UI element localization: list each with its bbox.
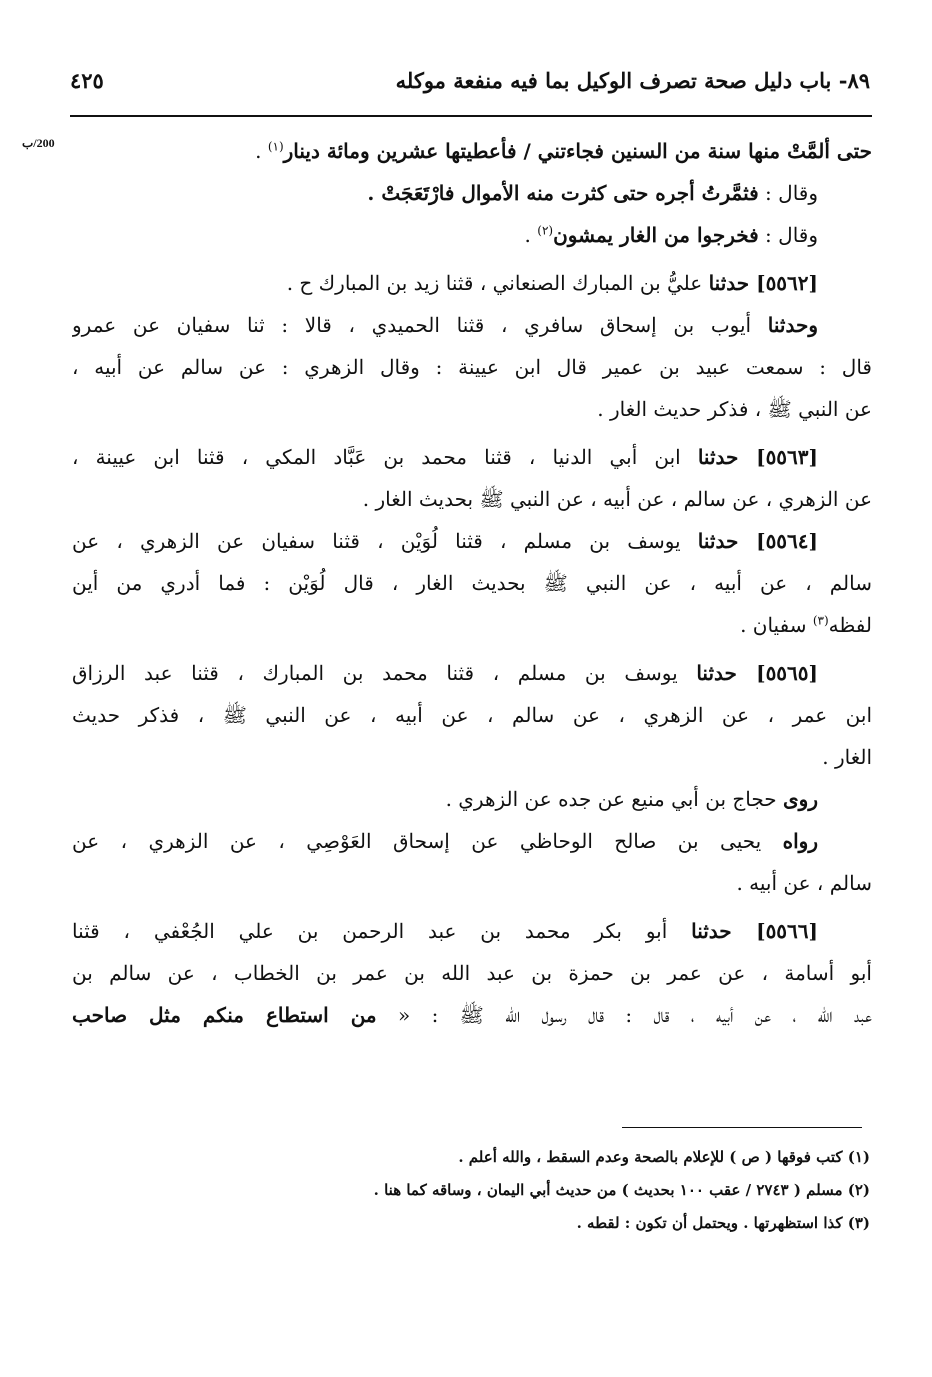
text-run: أيوب بن إسحاق سافري ، قثنا الحميدي ، قالا : ثنا سفيان عن عمرو bbox=[72, 313, 768, 337]
footnote-marker: (٣) bbox=[812, 613, 829, 628]
text-run: لفظه bbox=[828, 613, 872, 637]
text-run: روى bbox=[783, 787, 818, 811]
text-run: يحيى بن صالح الوحاظي عن إسحاق العَوْصِي ، عن الزهري ، عن bbox=[72, 829, 783, 853]
text-run: عن الزهري ، عن سالم ، عن أبيه ، عن النبي ﷺ بحديث الغار . bbox=[362, 487, 872, 511]
text-run: وقال : bbox=[758, 181, 818, 205]
text-line bbox=[72, 214, 872, 256]
text-line bbox=[72, 130, 872, 172]
text-line bbox=[72, 910, 872, 952]
text-line bbox=[72, 562, 872, 604]
text-run: [٥٥٦٤] حدثنا bbox=[697, 529, 818, 553]
text-run: [٥٥٦٣] حدثنا bbox=[697, 445, 818, 469]
text-run: الغار . bbox=[822, 745, 872, 769]
text-line bbox=[72, 346, 872, 388]
text-run: فخرجوا من الغار يمشون bbox=[553, 223, 759, 247]
text-line bbox=[72, 778, 872, 820]
text-run: سالم ، عن أبيه ، عن النبي ﷺ بحديث الغار ، قال لُوَيْن : فما أدري من أين bbox=[72, 571, 872, 595]
footnote-rule bbox=[622, 1127, 862, 1128]
text-line bbox=[72, 820, 872, 862]
text-run: يوسف بن مسلم ، قثنا لُوَيْن ، قثنا سفيان عن الزهري ، عن bbox=[72, 529, 698, 553]
text-run: حتى ألمَّتْ منها سنة من السنين فجاءتني / فأعطيتها عشرين ومائة دينار bbox=[283, 139, 872, 163]
text-line bbox=[72, 262, 872, 304]
footnote: (١) كتب فوقها ( ص ) للإعلام بالصحة وعدم السقط ، والله أعلم . bbox=[458, 1148, 870, 1166]
footnote-marker: (٢) bbox=[537, 223, 554, 238]
text-run: [٥٥٦٦] حدثنا bbox=[691, 919, 818, 943]
text-run: . bbox=[524, 223, 538, 247]
text-run: يوسف بن مسلم ، قثنا محمد بن المبارك ، قثنا عبد الرزاق bbox=[72, 661, 697, 685]
text-run: سالم ، عن أبيه . bbox=[736, 871, 872, 895]
text-run: ابن عمر ، عن الزهري ، عن سالم ، عن أبيه ، عن النبي ﷺ ، فذكر حديث bbox=[72, 703, 872, 727]
text-run: أبو بكر محمد بن عبد الرحمن بن علي الجُعْفي ، قثنا bbox=[72, 919, 692, 943]
text-run: أبو أسامة ، عن عمر بن حمزة بن عبد الله بن عمر بن الخطاب ، عن سالم بن bbox=[72, 961, 872, 985]
footnotes bbox=[72, 1141, 870, 1240]
text-run: سفيان . bbox=[740, 613, 813, 637]
footnote: (٢) مسلم ( ٢٧٤٣ / عقب ١٠٠ بحديث ) من حديث أبي اليمان ، وساقه كما هنا . bbox=[373, 1181, 870, 1199]
text-run: حجاج بن أبي منيع عن جده عن الزهري . bbox=[445, 787, 784, 811]
text-run: عليُّ بن المبارك الصنعاني ، قثنا زيد بن المبارك ح . bbox=[286, 271, 709, 295]
text-line bbox=[72, 952, 872, 994]
running-header bbox=[70, 58, 870, 102]
text-run: [٥٥٦٢] حدثنا bbox=[708, 271, 818, 295]
text-line bbox=[72, 436, 872, 478]
text-run: عبد الله ، عن أبيه ، قال : قال رسول الله ﷺ : « bbox=[376, 1003, 872, 1027]
text-line bbox=[72, 652, 872, 694]
text-run: رواه bbox=[782, 829, 818, 853]
header-rule bbox=[70, 115, 872, 117]
text-line bbox=[72, 736, 872, 778]
text-run: . bbox=[255, 139, 268, 163]
text-run: فثمَّرتُ أجره حتى كثرت منه الأموال فارْتَعَجَتْ . bbox=[367, 181, 759, 205]
text-run: وحدثنا bbox=[767, 313, 818, 337]
text-line bbox=[72, 604, 872, 646]
footnote-marker: (١) bbox=[267, 139, 284, 154]
footnote: (٣) كذا استظهرتها . ويحتمل أن تكون : لقطه . bbox=[576, 1214, 870, 1232]
text-run: عن النبي ﷺ ، فذكر حديث الغار . bbox=[597, 397, 872, 421]
text-line bbox=[72, 520, 872, 562]
text-line bbox=[72, 478, 872, 520]
text-line bbox=[72, 172, 872, 214]
text-run: ابن أبي الدنيا ، قثنا محمد بن عَبَّاد المكي ، قثنا ابن عيينة ، bbox=[72, 445, 698, 469]
text-line bbox=[72, 388, 872, 430]
text-run: [٥٥٦٥] حدثنا bbox=[696, 661, 818, 685]
text-run: قال : سمعت عبيد بن عمير قال ابن عيينة : وقال الزهري : عن سالم عن أبيه ، bbox=[72, 355, 872, 379]
text-line bbox=[72, 862, 872, 904]
main-text bbox=[72, 130, 872, 1036]
page-number: ٤٢٥ bbox=[70, 67, 104, 93]
text-run: وقال : bbox=[758, 223, 818, 247]
text-run: من استطاع منكم مثل صاحب bbox=[72, 1003, 377, 1027]
text-line bbox=[72, 694, 872, 736]
text-line bbox=[72, 304, 872, 346]
chapter-title: ٨٩- باب دليل صحة تصرف الوكيل بما فيه منفعة موكله bbox=[395, 67, 870, 93]
text-line bbox=[72, 994, 872, 1036]
manuscript-folio-reference: 200/ب bbox=[22, 136, 55, 150]
